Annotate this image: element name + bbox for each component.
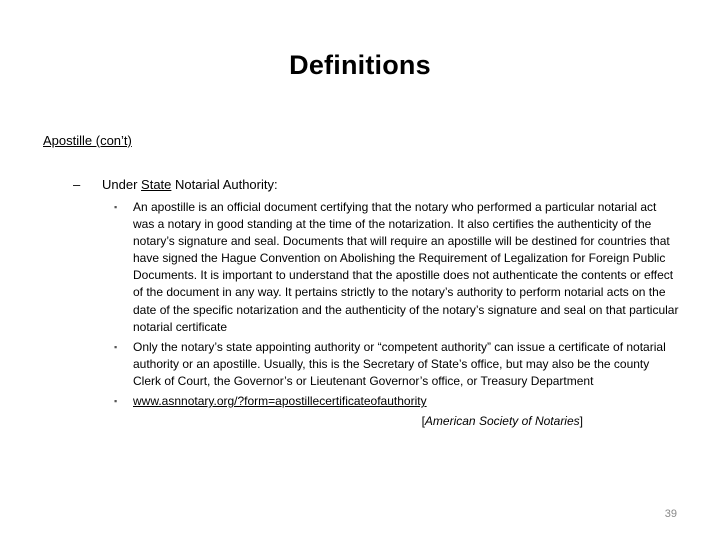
bullet-list	[114, 199, 680, 433]
bullet-item	[114, 199, 680, 336]
citation-source: American Society of Notaries	[424, 414, 580, 429]
page-number: 39	[664, 508, 677, 520]
slide-title: Definitions	[289, 50, 431, 80]
bullet-item	[114, 393, 680, 430]
subheading	[102, 177, 278, 192]
bullet-text: Only the notary’s state appointing authority or “competent authority” can issue a certificate of notarial authority or an apostille. Usually, this is the Secretary of State’s office, but may also be the county Clerk of Court, the Governor’s or Lieutenant Governor’s office, or Treasury Department	[133, 339, 666, 388]
citation-close: ]	[579, 414, 583, 429]
subheading-prefix: Under	[102, 177, 142, 192]
subheading-suffix: Notarial Authority:	[171, 177, 278, 192]
bullet-text: An apostille is an official document certifying that the notary who performed a particular notarial act was a notary in good standing at the time of the notarization. It also certifies the authenticity of the notary’s signature and seal. Documents that will require an apostille will be destined for countries that have signed the Hague Convention on Abolishing the Requirement of Legalization for Foreign Public Documents. It is important to understand that the apostille does not authenticate the contents or effect of the document in any way. It pertains strictly to the notary’s authority to perform notarial acts on the date of the specific notarization and the authenticity of the notary’s signature and seal on that particular notarial certificate	[133, 200, 679, 334]
dash-marker: –	[73, 177, 81, 192]
subheading-underlined: State	[141, 177, 172, 192]
bullet-item	[114, 339, 680, 390]
square-bullet-icon: ▪	[114, 202, 118, 212]
citation	[133, 413, 680, 430]
square-bullet-icon: ▪	[114, 396, 118, 407]
section-heading: Apostille (con’t)	[43, 133, 132, 148]
square-bullet-icon: ▪	[114, 341, 118, 352]
citation-open: [	[421, 414, 425, 429]
source-link[interactable]: www.asnnotary.org/?form=apostillecertificateofauthority	[133, 394, 427, 409]
